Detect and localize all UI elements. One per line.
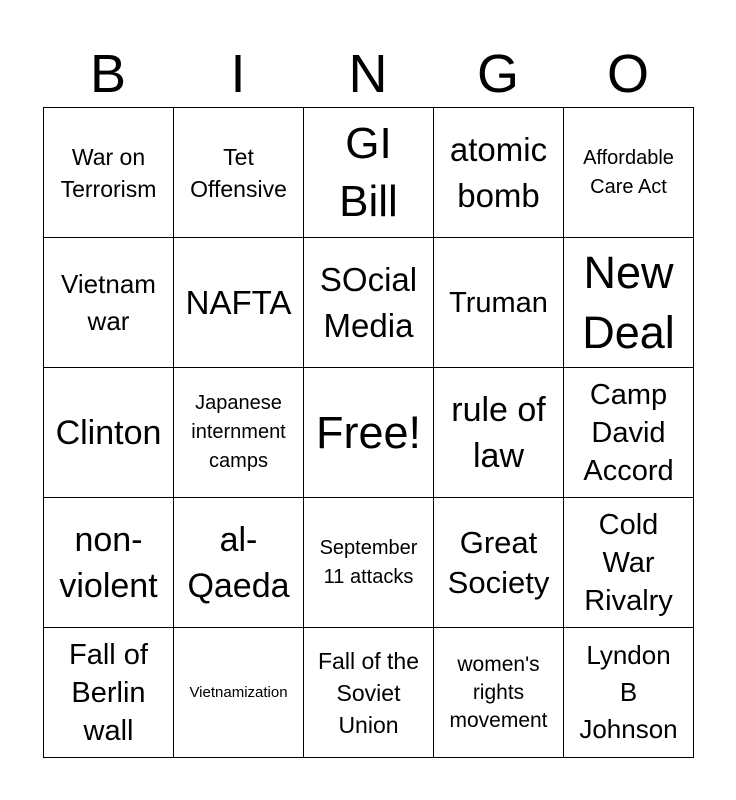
bingo-row xyxy=(44,238,694,368)
header-letter-g: G xyxy=(476,44,519,104)
bingo-cell[interactable] xyxy=(564,368,694,498)
bingo-cell[interactable] xyxy=(304,108,434,238)
bingo-row xyxy=(44,628,694,758)
cell-text: SOcial Media xyxy=(319,260,418,344)
header-letter-i: I xyxy=(230,44,246,104)
cell-text: Affordable Care Act xyxy=(583,146,674,198)
cell-text: Camp David Accord xyxy=(583,378,674,487)
cell-text: War on Terrorism xyxy=(60,143,157,202)
bingo-header xyxy=(43,44,693,104)
bingo-cell[interactable] xyxy=(44,368,174,498)
bingo-cell[interactable] xyxy=(434,108,564,238)
cell-text: women's rights movement xyxy=(449,652,548,732)
cell-text: Fall of the Soviet Union xyxy=(318,647,419,738)
bingo-cell[interactable] xyxy=(304,238,434,368)
header-letter-n: N xyxy=(348,44,388,104)
bingo-cell[interactable] xyxy=(44,108,174,238)
bingo-cell[interactable] xyxy=(174,498,304,628)
cell-text: Vietnamization xyxy=(189,683,288,701)
cell-text: Japanese internment camps xyxy=(191,392,286,472)
bingo-cell[interactable] xyxy=(434,628,564,758)
cell-text: Tet Offensive xyxy=(190,143,287,202)
cell-text: atomic bomb xyxy=(449,130,548,214)
bingo-cell[interactable] xyxy=(44,628,174,758)
bingo-cell[interactable] xyxy=(434,368,564,498)
bingo-cell[interactable] xyxy=(174,238,304,368)
bingo-card xyxy=(43,107,694,758)
bingo-cell[interactable] xyxy=(434,238,564,368)
cell-text: al- Qaeda xyxy=(187,520,290,605)
bingo-cell[interactable] xyxy=(564,238,694,368)
bingo-cell[interactable] xyxy=(44,238,174,368)
bingo-cell[interactable] xyxy=(564,628,694,758)
bingo-cell[interactable] xyxy=(304,628,434,758)
bingo-cell[interactable] xyxy=(304,498,434,628)
bingo-cell[interactable] xyxy=(174,108,304,238)
cell-text: Truman xyxy=(449,286,548,319)
cell-text: Cold War Rivalry xyxy=(584,508,673,617)
cell-text: Fall of Berlin wall xyxy=(69,638,148,747)
cell-text: Clinton xyxy=(55,413,162,452)
header-letter-o: O xyxy=(606,44,649,104)
bingo-cell[interactable] xyxy=(434,498,564,628)
cell-text: New Deal xyxy=(582,246,675,358)
cell-text: rule of law xyxy=(451,390,546,475)
cell-text: Vietnam war xyxy=(61,268,156,336)
bingo-row xyxy=(44,498,694,628)
bingo-row xyxy=(44,368,694,498)
bingo-cell[interactable] xyxy=(44,498,174,628)
cell-text: Great Society xyxy=(447,524,550,600)
cell-text: Lyndon B Johnson xyxy=(579,640,678,744)
bingo-cell[interactable] xyxy=(174,368,304,498)
bingo-row xyxy=(44,108,694,238)
cell-text: September 11 attacks xyxy=(319,536,418,588)
header-letter-b: B xyxy=(89,44,127,104)
cell-text: Free! xyxy=(315,406,422,458)
cell-text: non- violent xyxy=(59,520,158,605)
bingo-cell[interactable] xyxy=(564,108,694,238)
bingo-cell[interactable] xyxy=(304,368,434,498)
cell-text: NAFTA xyxy=(185,283,292,321)
bingo-cell[interactable] xyxy=(174,628,304,758)
cell-text: GI Bill xyxy=(339,118,398,226)
bingo-cell[interactable] xyxy=(564,498,694,628)
